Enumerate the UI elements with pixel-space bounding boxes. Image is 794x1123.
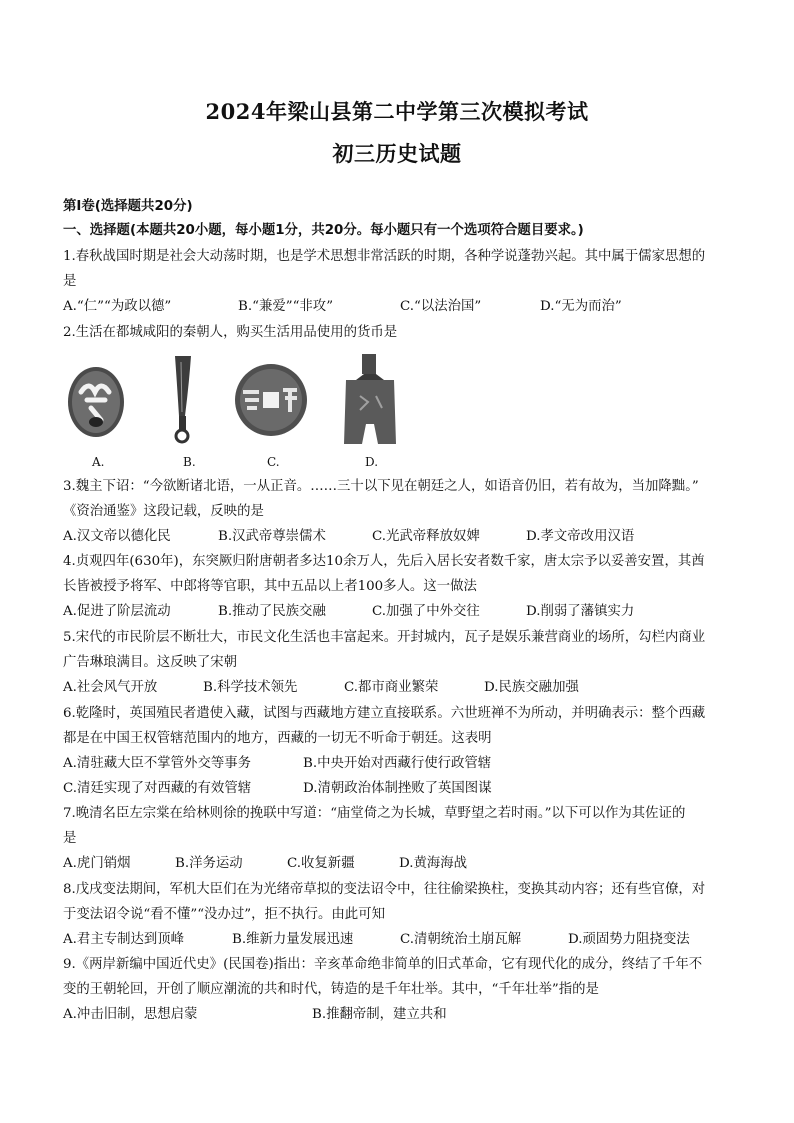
exam-title: 2024年梁山县第二中学第三次模拟考试 — [205, 99, 589, 124]
question-7-line-1: 7.晚清名臣左宗棠在给林则徐的挽联中写道：“庙堂倚之为长城，草野望之若时雨。”以下可以作为其佐证的 — [63, 806, 686, 821]
question-2-line-1: 2.生活在都城咸阳的秦朝人，购买生活用品使用的货币是 — [63, 325, 398, 340]
q3-option-b: B.汉武帝尊崇儒术 — [218, 529, 326, 544]
q4-option-a: A.促进了阶层流动 — [63, 604, 171, 619]
q5-option-c: C.都市商业繁荣 — [344, 680, 439, 695]
q9-option-b: B.推翻帝制，建立共和 — [312, 1007, 447, 1022]
question-3-line-1: 3.魏主下诏：“今欲断诸北语，一从正音。……三十以下见在朝廷之人，如语音仍旧，若有故为，当加降黜。” — [63, 479, 699, 494]
q8-option-d: D.顽固势力阻挠变法 — [568, 932, 690, 947]
question-8-line-2: 于变法诏令说“看不懂”“没办过”，拒不执行。由此可知 — [63, 907, 385, 922]
q4-option-d: D.削弱了藩镇实力 — [526, 604, 635, 619]
question-6-line-2: 都是在中国王权管辖范围内的地方，西藏的一切无不听命于朝廷。这表明 — [63, 731, 492, 746]
q5-option-b: B.科学技术领先 — [203, 680, 298, 695]
q7-option-a: A.虎门销烟 — [63, 856, 131, 871]
question-5-line-1: 5.宋代的市民阶层不断壮大，市民文化生活也丰富起来。开封城内，瓦子是娱乐兼营商业的场所，勾栏内商业 — [63, 630, 706, 645]
coin-label-c: C. — [267, 455, 280, 469]
section-instructions: 一、选择题(本题共20小题，每小题1分，共20分。每小题只有一个选项符合题目要求。) — [63, 223, 584, 238]
coin-label-a: A. — [92, 455, 105, 469]
q3-option-d: D.孝文帝改用汉语 — [526, 529, 635, 544]
q3-option-c: C.光武帝释放奴婢 — [372, 529, 480, 544]
q6-option-c: C.清廷实现了对西藏的有效管辖 — [63, 781, 252, 796]
q9-option-a: A.冲击旧制，思想启蒙 — [63, 1007, 198, 1022]
q7-option-c: C.收复新疆 — [287, 856, 355, 871]
coin-label-b: B. — [183, 455, 196, 469]
q6-option-b: B.中央开始对西藏行使行政管辖 — [303, 756, 492, 771]
question-1-line-1: 1.春秋战国时期是社会大动荡时期，也是学术思想非常活跃的时期，各种学说蓬勃兴起。其中属于儒家思想的 — [63, 249, 706, 264]
question-9-line-1: 9.《两岸新编中国近代史》(民国卷)指出：辛亥革命绝非简单的旧式革命，它有现代化的成分，终结了千年不 — [63, 957, 703, 972]
spade-money-icon — [338, 352, 402, 448]
q7-option-d: D.黄海海战 — [399, 856, 468, 871]
q4-option-c: C.加强了中外交往 — [372, 604, 480, 619]
question-7-line-2: 是 — [63, 831, 77, 846]
q8-option-c: C.清朝统治土崩瓦解 — [400, 932, 522, 947]
question-8-line-1: 8.戊戌变法期间，军机大臣们在为光绪帝草拟的变法诏令中，往往偷梁换柱，变换其动内容；还有些官僚，对 — [63, 882, 706, 897]
question-4-line-2: 长皆被授予将军、中郎将等官职，其中五品以上者100多人。这一做法 — [63, 579, 477, 594]
exam-subtitle: 初三历史试题 — [332, 141, 462, 166]
q6-option-a: A.清驻藏大臣不掌管外交等事务 — [63, 756, 252, 771]
question-9-line-2: 变的王朝轮回，开创了顺应潮流的共和时代，铸造的是千年壮举。其中，“千年壮举”指的是 — [63, 982, 599, 997]
part-heading: 第Ⅰ卷(选择题共20分) — [63, 199, 193, 214]
ant-nose-money-icon — [65, 362, 127, 448]
question-4-line-1: 4.贞观四年(630年)，东突厥归附唐朝者多达10余万人，先后入居长安者数千家，唐太宗予以妥善安置，其酋 — [63, 554, 705, 569]
q8-option-a: A.君主专制达到顶峰 — [63, 932, 185, 947]
q5-option-a: A.社会风气开放 — [63, 680, 158, 695]
question-6-line-1: 6.乾隆时，英国殖民者遣使入藏，试图与西藏地方建立直接联系。六世班禅不为所动，并明确表示：整个西藏 — [63, 706, 706, 721]
q1-option-b: B.“兼爱”“非攻” — [238, 299, 334, 314]
coin-label-d: D. — [365, 455, 379, 469]
q1-option-d: D.“无为而治” — [540, 299, 622, 314]
q8-option-b: B.维新力量发展迅速 — [232, 932, 354, 947]
q4-option-b: B.推动了民族交融 — [218, 604, 326, 619]
q1-option-c: C.“以法治国” — [400, 299, 482, 314]
q3-option-a: A.汉文帝以德化民 — [63, 529, 171, 544]
q6-option-d: D.清朝政治体制挫败了英国图谋 — [303, 781, 492, 796]
question-5-line-2: 广告琳琅满目。这反映了宋朝 — [63, 655, 238, 670]
knife-money-icon — [165, 354, 199, 446]
question-3-line-2: 《资治通鉴》这段记载，反映的是 — [63, 504, 264, 519]
q5-option-d: D.民族交融加强 — [484, 680, 579, 695]
q7-option-b: B.洋务运动 — [175, 856, 243, 871]
question-1-line-2: 是 — [63, 274, 77, 289]
ban-liang-coin-icon — [233, 362, 309, 438]
q1-option-a: A.“仁”“为政以德” — [63, 299, 172, 314]
